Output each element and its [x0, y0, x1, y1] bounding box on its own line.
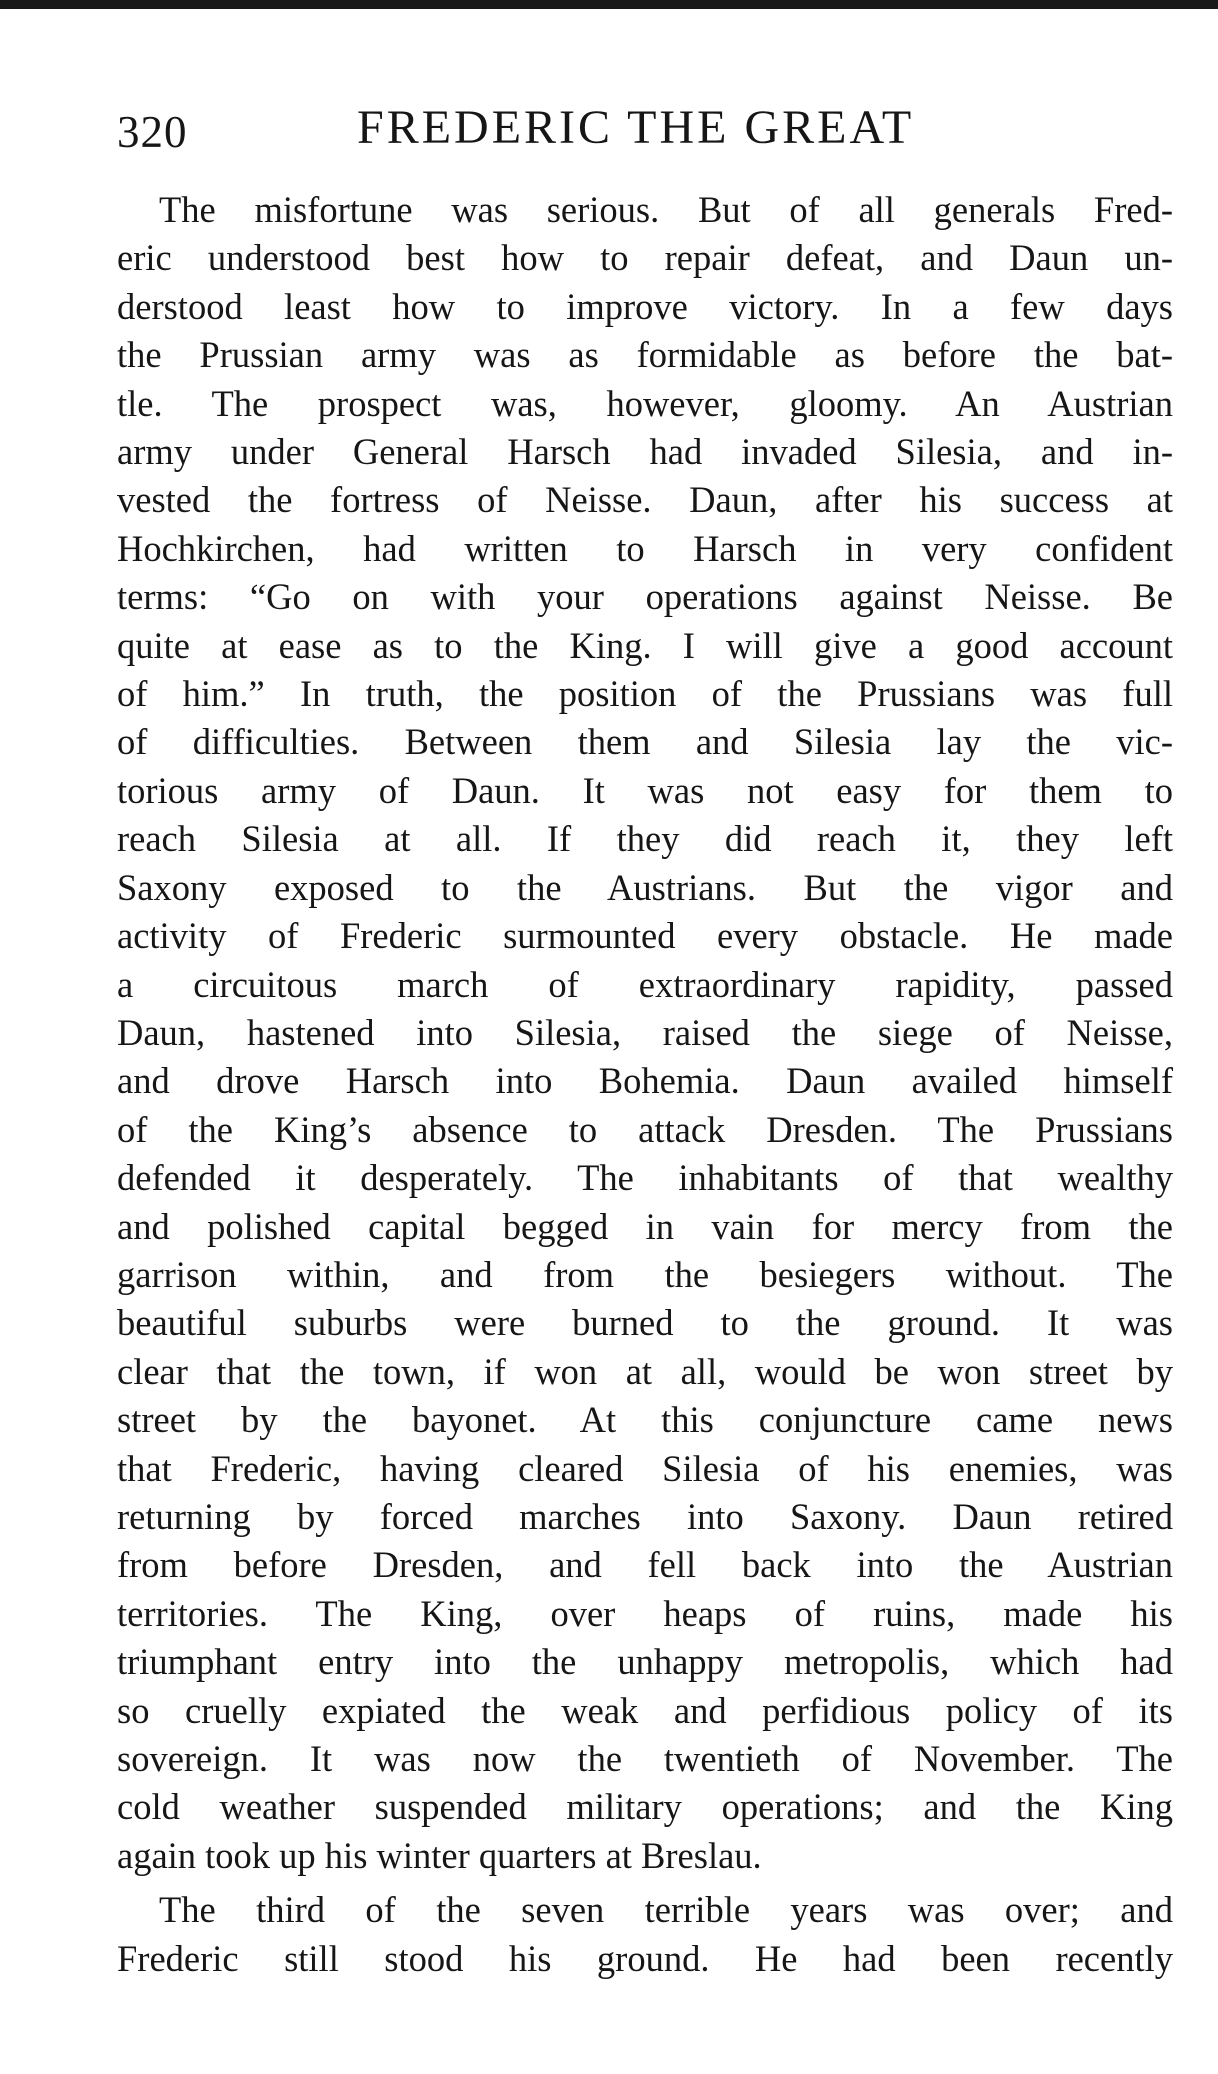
book-page	[117, 100, 1173, 1983]
text-line: again took up his winter quarters at Breslau.	[117, 1834, 762, 1876]
paragraph-1	[117, 186, 1173, 1880]
text-line: and polished capital begged in vain for mercy from the	[117, 1205, 1173, 1247]
text-line: Hochkirchen, had written to Harsch in very confident	[117, 527, 1173, 569]
page-number: 320	[117, 107, 188, 157]
running-head	[117, 100, 1173, 170]
top-border-rule	[0, 0, 1218, 9]
text-line: The misfortune was serious. But of all generals Fred-	[159, 189, 1173, 230]
text-line: The third of the seven terrible years was over; and	[159, 1889, 1173, 1931]
text-line: quite at ease as to the King. I will give a good account	[117, 624, 1173, 666]
text-line: beautiful suburbs were burned to the ground. It was	[117, 1302, 1173, 1344]
text-line: triumphant entry into the unhappy metropolis, which had	[117, 1641, 1173, 1683]
text-line: from before Dresden, and fell back into the Austrian	[117, 1544, 1173, 1586]
text-line: sovereign. It was now the twentieth of November. The	[117, 1738, 1173, 1779]
text-line: the Prussian army was as formidable as before the bat-	[117, 334, 1173, 376]
text-line: of him.” In truth, the position of the Prussians was full	[117, 673, 1173, 715]
text-line: a circuitous march of extraordinary rapidity, passed	[117, 963, 1173, 1005]
text-line: territories. The King, over heaps of ruins, made his	[117, 1592, 1173, 1634]
text-line: garrison within, and from the besiegers without. The	[117, 1253, 1173, 1295]
text-line: derstood least how to improve victory. In a few days	[117, 285, 1173, 327]
text-line: cold weather suspended military operations; and the King	[117, 1786, 1173, 1828]
text-line: so cruelly expiated the weak and perfidious policy of its	[117, 1689, 1173, 1731]
text-line: returning by forced marches into Saxony. Daun retired	[117, 1495, 1173, 1537]
text-line: vested the fortress of Neisse. Daun, after his success at	[117, 479, 1173, 521]
text-line: activity of Frederic surmounted every obstacle. He made	[117, 915, 1173, 957]
text-line: of the King’s absence to attack Dresden. The Prussians	[117, 1108, 1173, 1150]
text-line: street by the bayonet. At this conjuncture came news	[117, 1399, 1173, 1441]
text-line: that Frederic, having cleared Silesia of his enemies, was	[117, 1447, 1173, 1489]
text-line: tle. The prospect was, however, gloomy. An Austrian	[117, 382, 1173, 424]
text-line: torious army of Daun. It was not easy for them to	[117, 769, 1173, 811]
text-line: Saxony exposed to the Austrians. But the vigor and	[117, 866, 1173, 908]
text-line: eric understood best how to repair defeat, and Daun un-	[117, 237, 1173, 279]
book-title: FREDERIC THE GREAT	[357, 101, 915, 154]
text-line: Daun, hastened into Silesia, raised the siege of Neisse,	[117, 1011, 1173, 1053]
text-line: and drove Harsch into Bohemia. Daun availed himself	[117, 1060, 1173, 1102]
text-line: terms: “Go on with your operations against Neisse. Be	[117, 576, 1173, 618]
text-line: Frederic still stood his ground. He had been recently	[117, 1937, 1173, 1979]
text-line: clear that the town, if won at all, would be won street by	[117, 1350, 1173, 1392]
text-line: of difficulties. Between them and Silesia lay the vic-	[117, 721, 1173, 763]
paragraph-2	[117, 1886, 1173, 1983]
text-line: reach Silesia at all. If they did reach it, they left	[117, 818, 1173, 860]
text-line: army under General Harsch had invaded Silesia, and in-	[117, 431, 1173, 473]
text-line: defended it desperately. The inhabitants of that wealthy	[117, 1157, 1173, 1199]
